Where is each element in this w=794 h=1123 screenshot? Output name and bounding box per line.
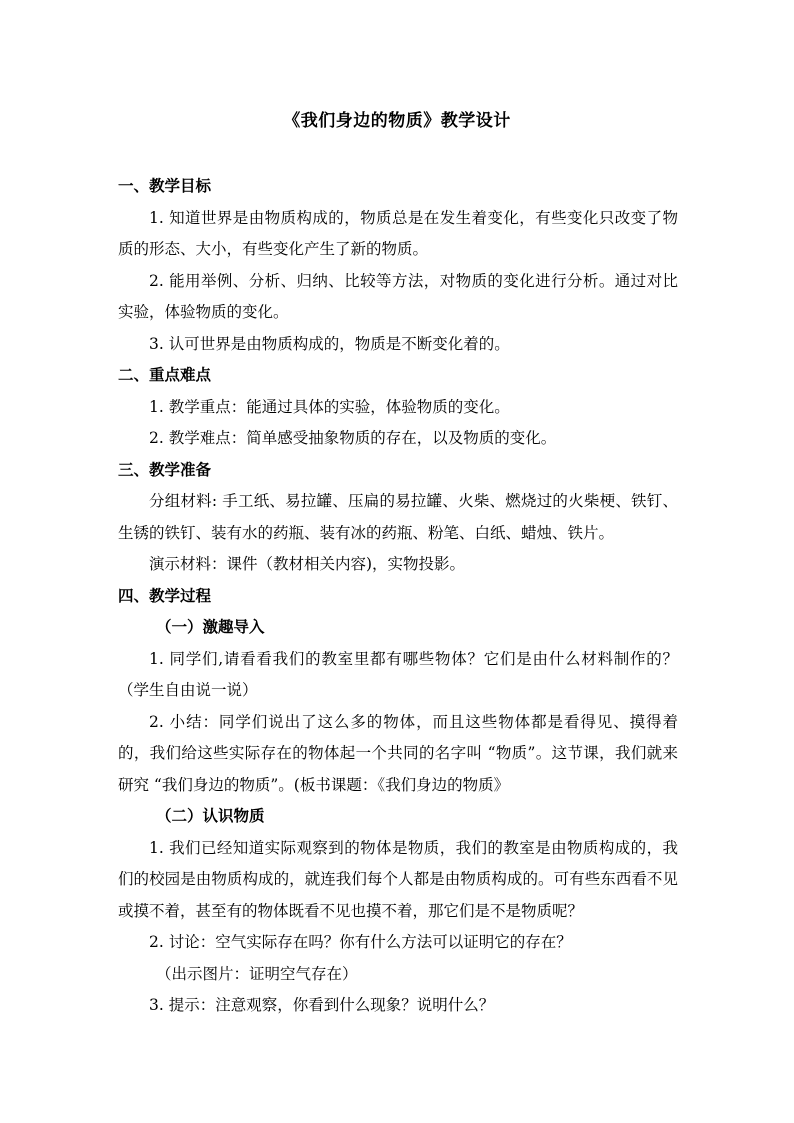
intro-item-2: 2. 小结：同学们说出了这么多的物体，而且这些物体都是看得见、摸得着的，我们给这些实际存在的物体起一个共同的名字叫 “物质”。这节课，我们就来研究 “我们身边的物质”。(板书课题：《我们身边的物质》 [118,712,678,794]
document-body [118,171,678,1022]
matter-image-note: （出示图片：证明空气存在） [156,964,358,983]
section-heading-process: 四、教学过程 [118,586,212,605]
goal-item-2: 2. 能用举例、分析、归纳、比较等方法，对物质的变化进行分析。通过对比实验，体验物质的变化。 [118,271,678,321]
matter-item-1: 1. 我们已经知道实际观察到的物体是物质，我们的教室是由物质构成的，我们的校园是由物质构成的，就连我们每个人都是由物质构成的。可有些东西看不见或摸不着，甚至有的物体既看不见也摸不着，那它们是不是物质呢？ [118,838,678,920]
section-heading-goals: 一、教学目标 [118,177,212,195]
keypoint-item-1: 1. 教学重点：能通过具体的实验，体验物质的变化。 [149,397,510,416]
matter-item-3: 3. 提示：注意观察，你看到什么现象？说明什么？ [149,996,495,1014]
intro-item-1: 1. 同学们,请看看我们的教室里都有哪些物体？它们是由什么材料制作的？（学生自由说一说） [118,649,678,699]
section-heading-preparation: 三、教学准备 [118,460,212,479]
matter-item-2: 2. 讨论：空气实际存在吗？你有什么方法可以证明它的存在？ [149,933,572,951]
preparation-demo-materials: 演示材料：课件（教材相关内容)，实物投影。 [149,555,466,573]
section-heading-keypoints: 二、重点难点 [118,366,212,384]
keypoint-item-2: 2. 教学难点：简单感受抽象物质的存在，以及物质的变化。 [149,429,557,447]
subsection-heading-intro: （一）激趣导入 [156,618,265,636]
preparation-group-materials: 分组材料: 手工纸、易拉罐、压扁的易拉罐、火柴、燃烧过的火柴梗、铁钉、生锈的铁钉、装有水的药瓶、装有冰的药瓶、粉笔、白纸、蜡烛、铁片。 [118,492,678,542]
goal-item-3: 3. 认可世界是由物质构成的，物质是不断变化着的。 [149,334,510,353]
goal-item-1: 1. 知道世界是由物质构成的，物质总是在发生着变化，有些变化只改变了物质的形态、大小，有些变化产生了新的物质。 [118,208,678,258]
document-title: 《我们身边的物质》教学设计 [283,111,511,131]
subsection-heading-matter: （二）认识物质 [156,807,265,825]
